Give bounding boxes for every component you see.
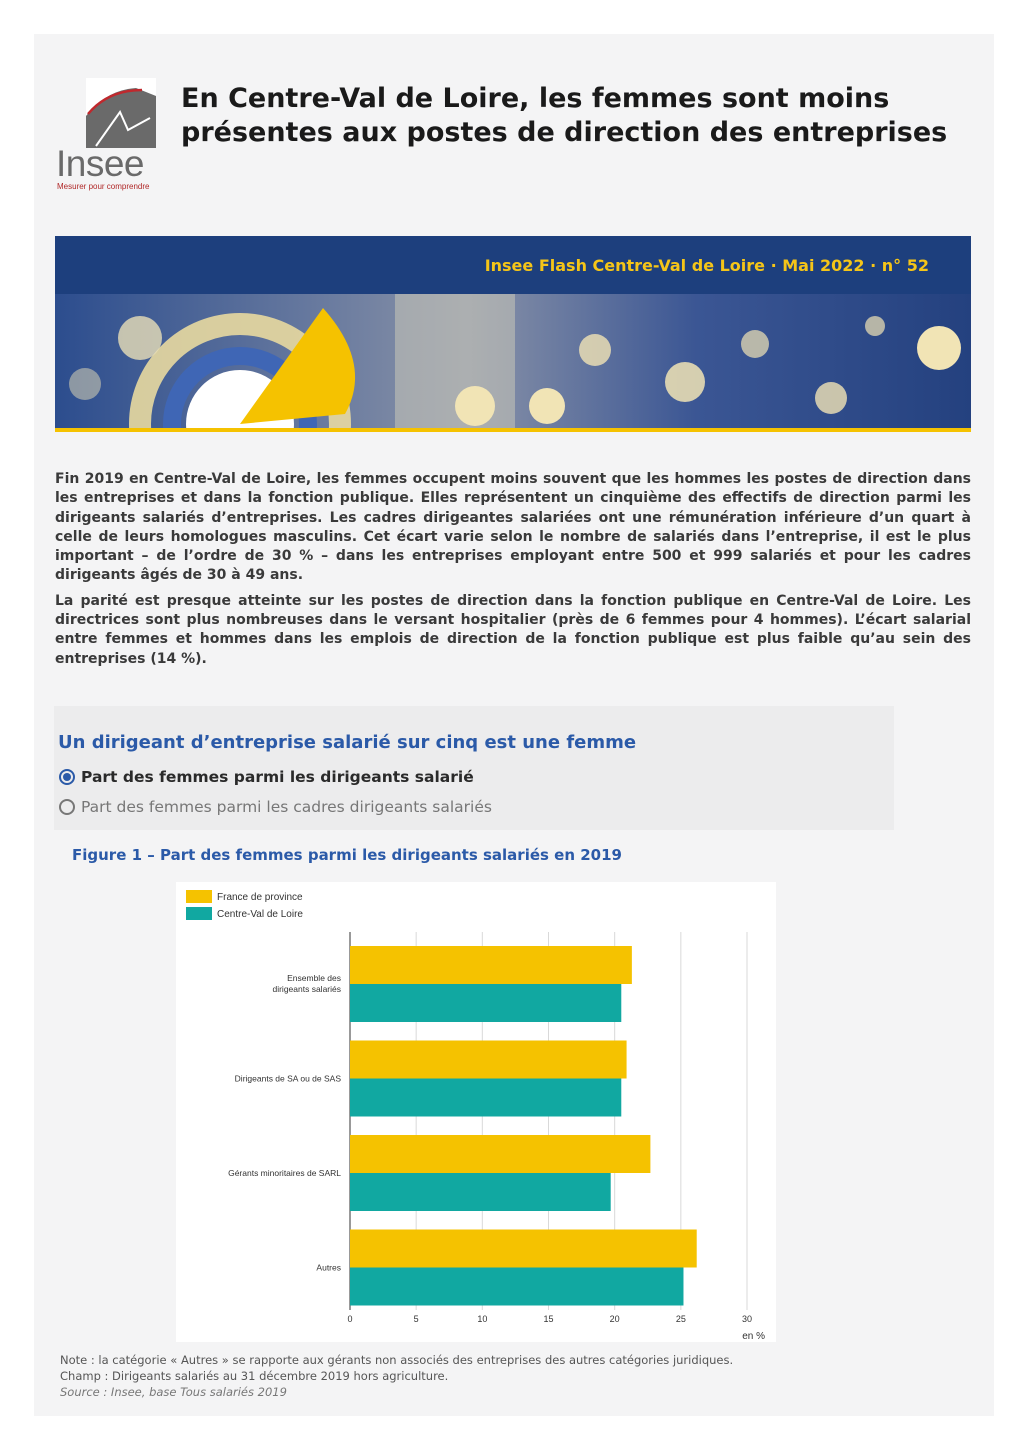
insee-logo[interactable] bbox=[56, 78, 160, 196]
source-text: Source : Insee, base Tous salariés 2019 bbox=[60, 1385, 287, 1399]
option-dirigeants[interactable] bbox=[59, 768, 474, 786]
x-tick-label: 25 bbox=[675, 1314, 686, 1324]
x-tick-label: 10 bbox=[477, 1314, 488, 1324]
radio-selected-icon[interactable] bbox=[59, 769, 75, 785]
intro-paragraph-1: Fin 2019 en Centre-Val de Loire, les femmes occupent moins souvent que les hommes les postes de direction dans les entreprises et dans la fonction publique. Elles représentent un cinquième des effectifs de direction parmi les dirigeants salariés d’entreprises. Les cadres dirigeantes salariées ont une rémunération inférieure d’un quart à celle de leurs homologues masculins. Cet écart varie selon le nombre de salariés dans l’entreprise, il est le plus important – de l’ordre de 30 % – dans les entreprises employant entre 500 et 999 salariés et pour les cadres dirigeants âgés de 30 à 49 ans. bbox=[55, 471, 971, 584]
intro-text bbox=[55, 470, 971, 669]
figure-notes bbox=[60, 1352, 733, 1400]
category-label: dirigeants salariés bbox=[272, 984, 341, 994]
bar-chart bbox=[176, 882, 776, 1342]
figure-selector bbox=[54, 706, 894, 830]
publication-band bbox=[55, 236, 971, 294]
bar bbox=[350, 1079, 621, 1117]
x-tick-label: 0 bbox=[347, 1314, 353, 1324]
radio-unselected-icon[interactable] bbox=[59, 799, 75, 815]
note-text: Note : la catégorie « Autres » se rapporte aux gérants non associés des entreprises des autres catégories juridiques. bbox=[60, 1353, 734, 1367]
decorative-banner bbox=[55, 294, 971, 432]
chart-svg bbox=[176, 882, 776, 1342]
logo-tagline: Mesurer pour comprendre bbox=[57, 182, 150, 191]
champ-text: Champ : Dirigeants salariés au 31 décembre 2019 hors agriculture. bbox=[60, 1369, 449, 1383]
category-label: Dirigeants de SA ou de SAS bbox=[234, 1073, 341, 1084]
page bbox=[34, 34, 994, 1416]
option-cadres-dirigeants[interactable] bbox=[59, 798, 492, 816]
option-label: Part des femmes parmi les dirigeants salarié bbox=[81, 768, 474, 786]
figure-title: Figure 1 – Part des femmes parmi les dirigeants salariés en 2019 bbox=[72, 846, 622, 864]
page-title: En Centre-Val de Loire, les femmes sont moins présentes aux postes de direction des entreprises bbox=[181, 83, 948, 148]
selector-heading: Un dirigeant d’entreprise salarié sur cinq est une femme bbox=[58, 732, 637, 753]
category-label: Autres bbox=[316, 1262, 341, 1273]
x-axis-label: en % bbox=[742, 1331, 765, 1342]
intro-paragraph-2: La parité est presque atteinte sur les postes de direction dans la fonction publique en Centre-Val de Loire. Les directrices sont plus nombreuses dans le versant hospitalier (près de 6 femmes pour 4 hommes). L’écart salarial entre femmes et hommes dans les emplois de direction de la fonction publique est plus faible qu’au sein des entreprises (14 %). bbox=[55, 592, 971, 667]
category-label: Ensemble des bbox=[287, 973, 341, 983]
category-label: Gérants minoritaires de SARL bbox=[228, 1168, 341, 1178]
legend-swatch bbox=[186, 890, 212, 903]
bar bbox=[350, 1041, 627, 1079]
bar bbox=[350, 1173, 611, 1211]
x-tick-label: 15 bbox=[543, 1314, 554, 1324]
bar bbox=[350, 1230, 697, 1268]
x-tick-label: 5 bbox=[413, 1314, 419, 1324]
logo-wordmark: Insee bbox=[56, 143, 145, 184]
bar bbox=[350, 1268, 683, 1306]
x-tick-label: 30 bbox=[741, 1314, 753, 1324]
bar bbox=[350, 946, 632, 984]
bar bbox=[350, 984, 621, 1022]
option-label: Part des femmes parmi les cadres dirigeants salariés bbox=[81, 798, 492, 816]
legend-swatch bbox=[186, 907, 212, 920]
legend-label: Centre-Val de Loire bbox=[217, 909, 303, 920]
legend-label: France de province bbox=[217, 892, 303, 903]
logo-mark-icon bbox=[86, 78, 156, 148]
bar bbox=[350, 1135, 650, 1173]
x-tick-label: 20 bbox=[609, 1314, 620, 1324]
publication-reference: Insee Flash Centre-Val de Loire · Mai 2022 · n° 52 bbox=[484, 256, 929, 275]
